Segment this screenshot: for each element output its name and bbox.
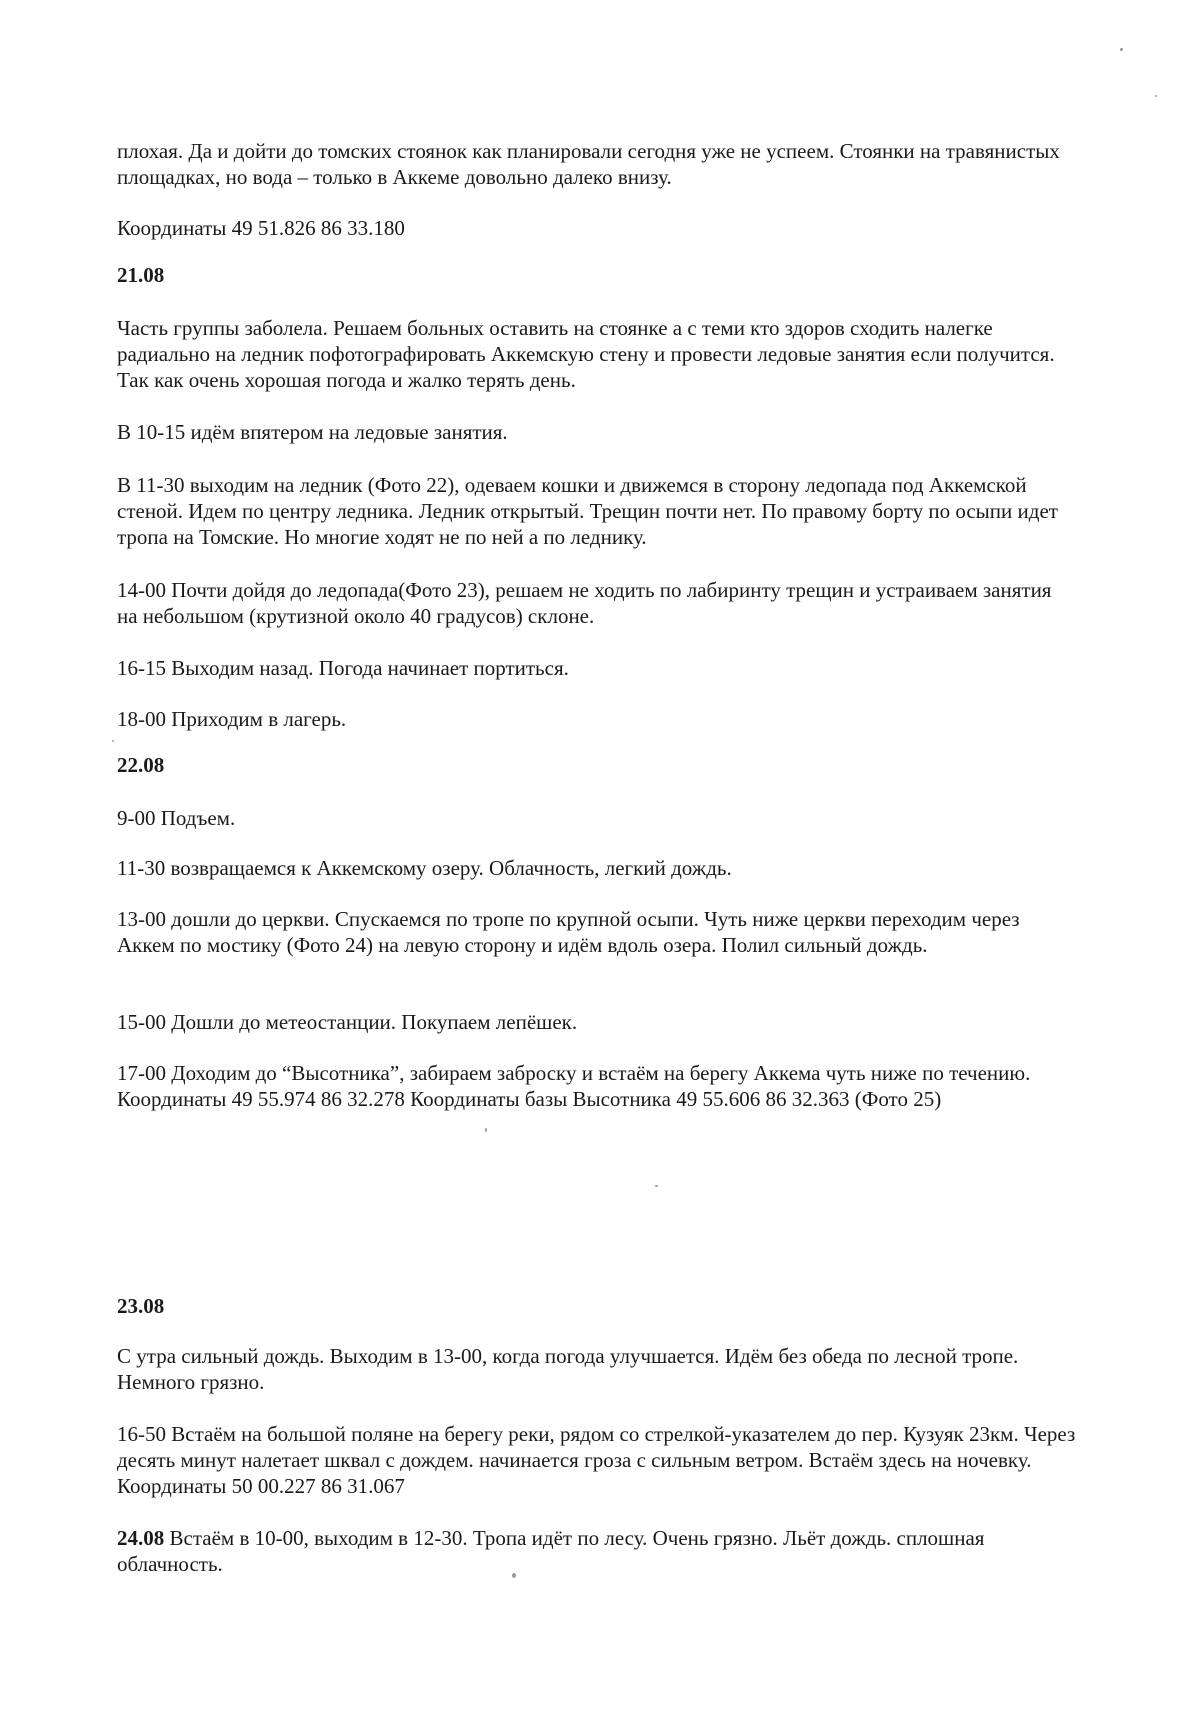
date-24-08: 24.08: [117, 1526, 165, 1550]
paragraph-24-08: [117, 1525, 1077, 1577]
scan-speck: [1155, 95, 1157, 97]
paragraph-22-08-0900: 9-00 Подъем.: [117, 806, 236, 830]
paragraph-21-08-1130: В 11-30 выходим на ледник (Фото 22), одеваем кошки и движемся в сторону ледопада под Аккемской стеной. Идем по центру ледника. Ледник открытый. Трещин почти нет. По правому борту по осыпи идет тропа на Томские. Но многие ходят не по ней а по леднику.: [117, 473, 1058, 549]
heading-date-22-08: 22.08: [117, 753, 165, 777]
scan-speck: [112, 740, 114, 742]
paragraph-22-08-1500: 15-00 Дошли до метеостанции. Покупаем лепёшек.: [117, 1010, 578, 1034]
scan-speck: [512, 1573, 516, 1578]
paragraph-21-08-1400: 14-00 Почти дойдя до ледопада(Фото 23), решаем не ходить по лабиринту трещин и устраиваем занятия на небольшом (крутизной около 40 градусов) склоне.: [117, 578, 1052, 628]
scan-speck: [1120, 48, 1123, 51]
paragraph-22-08-1130: 11-30 возвращаемся к Аккемскому озеру. Облачность, легкий дождь.: [117, 856, 732, 880]
paragraph-21-08-1015: В 10-15 идём впятером на ледовые занятия.: [117, 420, 508, 444]
paragraph-continuation: плохая. Да и дойти до томских стоянок как планировали сегодня уже не успеем. Стоянки на травянистых площадках, но вода – только в Аккеме довольно далеко внизу.: [117, 139, 1060, 189]
paragraph-24-08-text: Встаём в 10-00, выходим в 12-30. Тропа идёт по лесу. Очень грязно. Льёт дождь. сплошная облачность.: [117, 1526, 985, 1576]
paragraph-23-08-morning: С утра сильный дождь. Выходим в 13-00, когда погода улучшается. Идём без обеда по лесной тропе. Немного грязно.: [117, 1344, 1019, 1394]
paragraph-21-08-1800: 18-00 Приходим в лагерь.: [117, 707, 347, 731]
paragraph-coordinates: Координаты 49 51.826 86 33.180: [117, 216, 405, 240]
paragraph-22-08-1700: 17-00 Доходим до “Высотника”, забираем заброску и встаём на берегу Аккема чуть ниже по течению. Координаты 49 55.974 86 32.278 Координаты базы Высотника 49 55.606 86 32.363 (Фото 25): [117, 1061, 1031, 1111]
heading-date-21-08: 21.08: [117, 263, 165, 287]
paragraph-23-08-1650: 16-50 Встаём на большой поляне на берегу реки, рядом со стрелкой-указателем до пер. Кузуяк 23км. Через десять минут налетает шквал с дождем. начинается гроза с сильным ветром. Встаём здесь на ночевку. Координаты 50 00.227 86 31.067: [117, 1422, 1076, 1498]
paragraph-22-08-1300: 13-00 дошли до церкви. Спускаемся по тропе по крупной осыпи. Чуть ниже церкви переходим через Аккем по мостику (Фото 24) на левую сторону и идём вдоль озера. Полил сильный дождь.: [117, 907, 1020, 957]
scan-speck: [655, 1185, 658, 1187]
heading-date-23-08: 23.08: [117, 1294, 165, 1318]
paragraph-21-08-group: Часть группы заболела. Решаем больных оставить на стоянке а с теми кто здоров сходить налегке радиально на ледник пофотографировать Аккемскую стену и провести ледовые занятия если получится. Так как очень хорошая погода и жалко терять день.: [117, 316, 1055, 392]
scan-speck: [485, 1128, 487, 1132]
paragraph-21-08-1615: 16-15 Выходим назад. Погода начинает портиться.: [117, 656, 569, 680]
